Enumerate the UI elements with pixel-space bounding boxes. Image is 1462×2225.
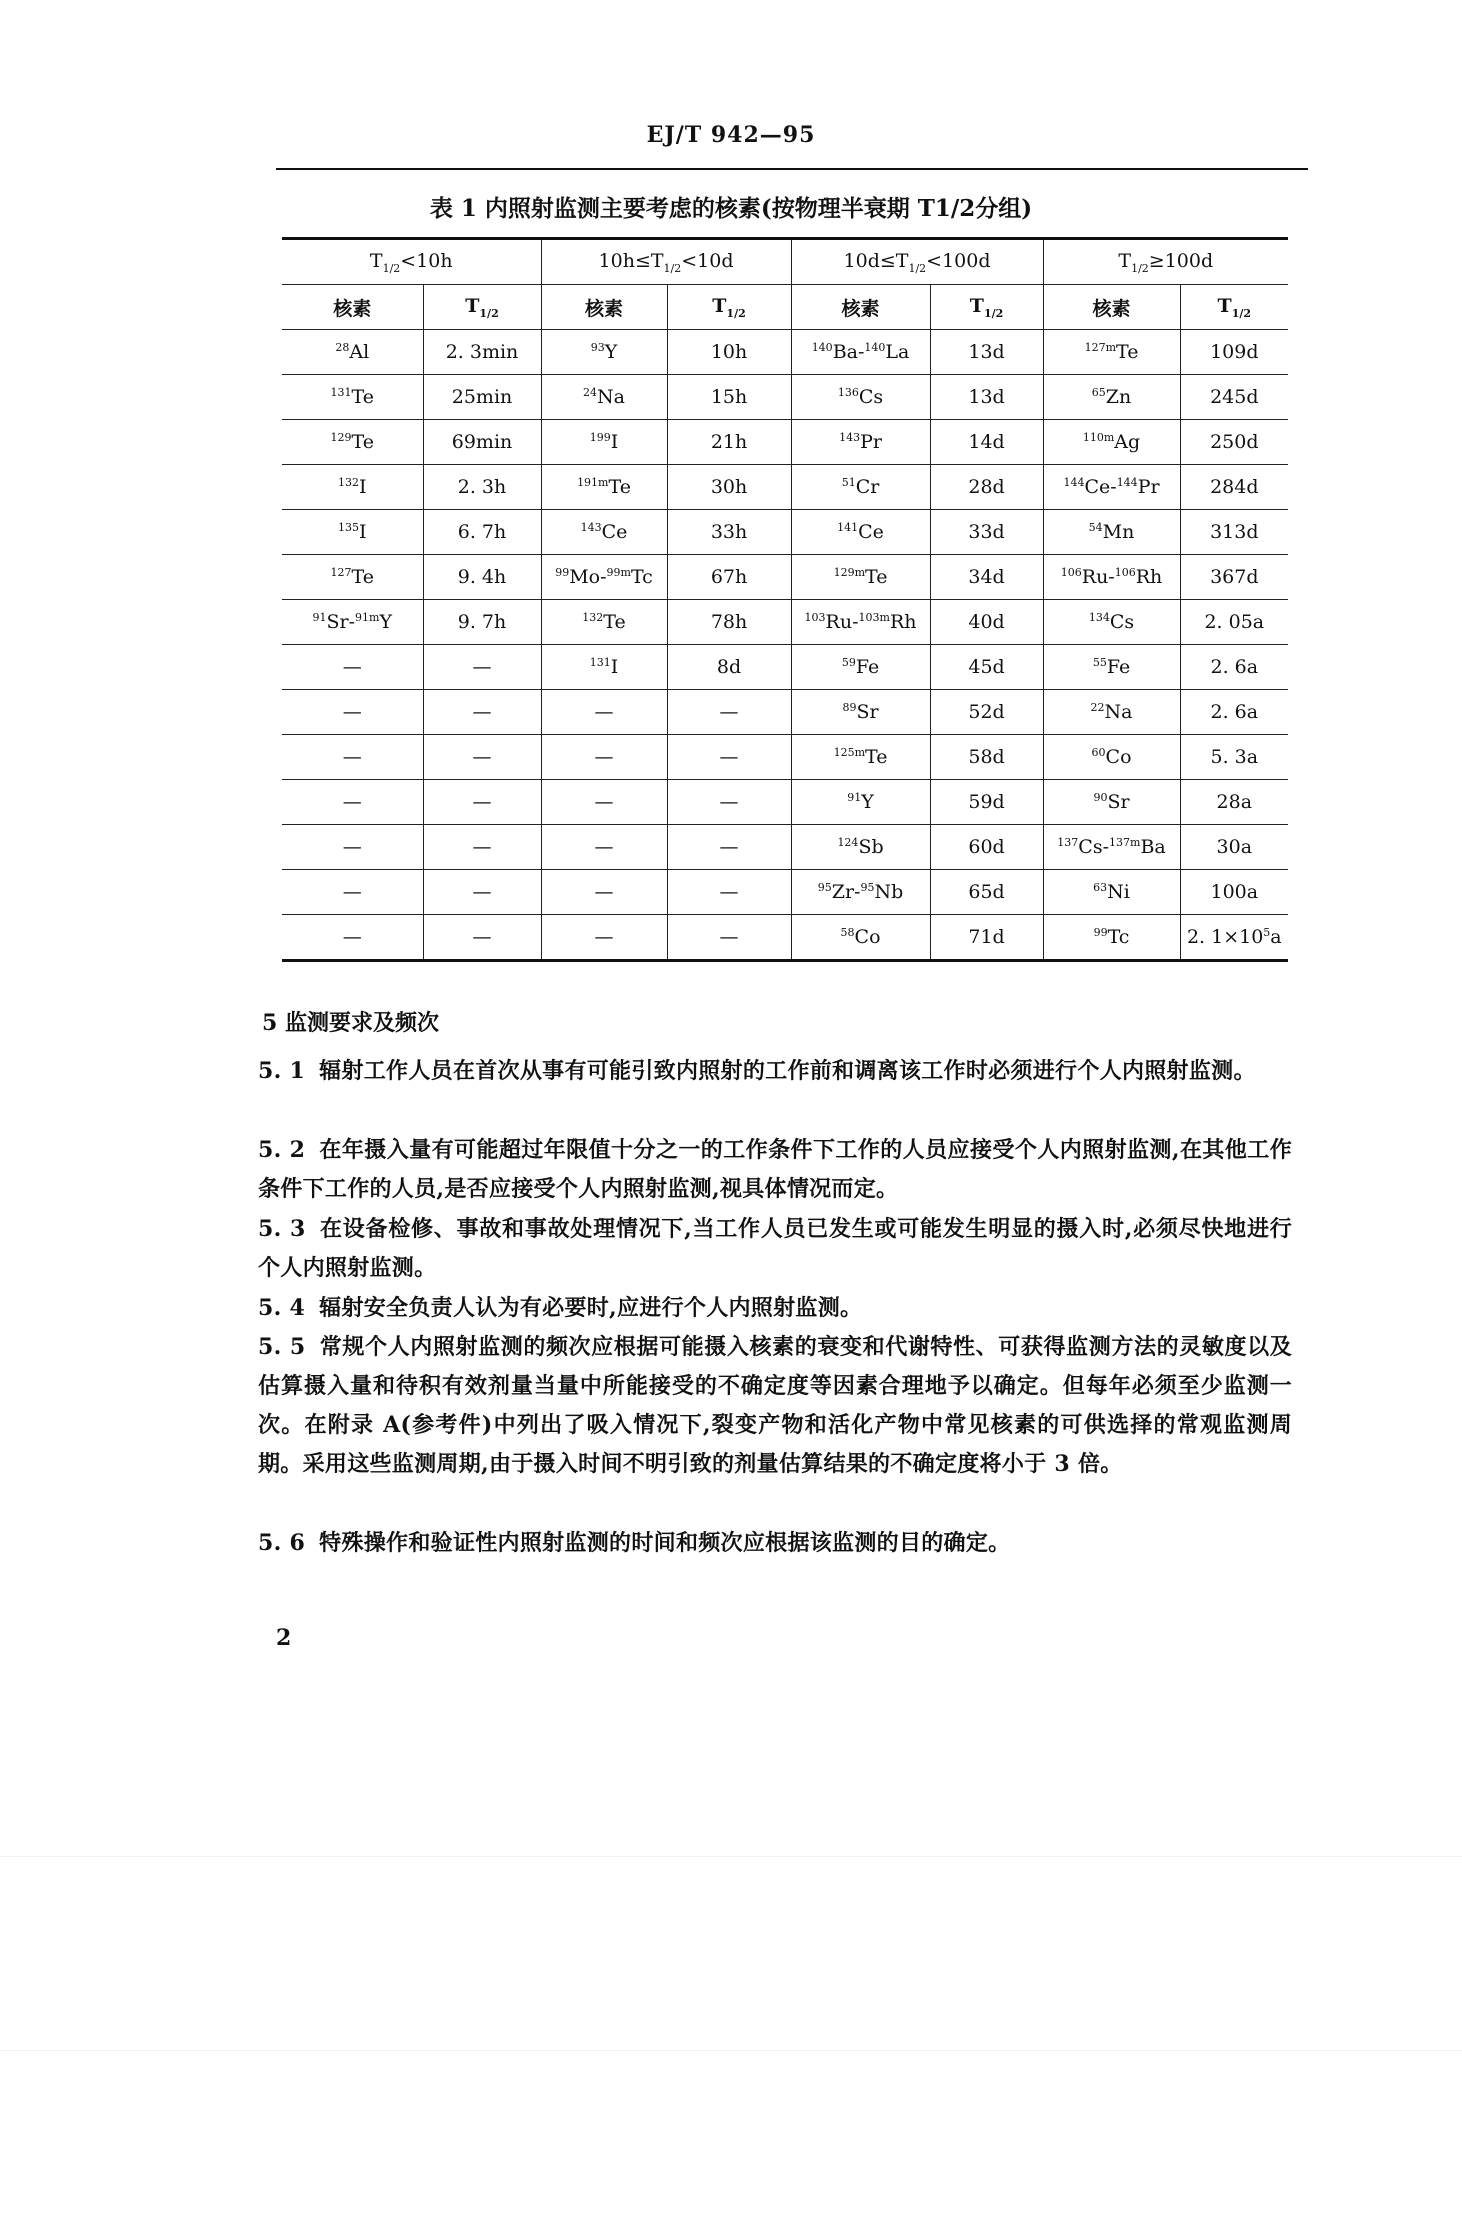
mass-number: 103 (804, 611, 826, 624)
empty-cell: — (282, 780, 423, 825)
subheader-nuclide: 核素 (791, 285, 930, 330)
nuclide-cell (1043, 870, 1180, 915)
nuclide-cell (541, 375, 667, 420)
element-symbol: Cs (858, 386, 884, 408)
paragraph-text: 常规个人内照射监测的频次应根据可能摄入核素的衰变和代谢特性、可获得监测方法的灵敏度以及估算摄入量和待积有效剂量当量中所能接受的不确定度等因素合理地予以确定。但每年必须至少监测一次。在附录 A(参考件)中列出了吸入情况下,裂变产物和活化产物中常见核素的可供选择的常观监测周期。采用这些监测周期,由于摄入时间不明引致的剂量估算结果的不确定度将小于 3 倍。 (258, 1334, 1292, 1477)
nuclide-cell (791, 600, 930, 645)
mass-number: 137m (1109, 836, 1141, 849)
mass-number: 129 (330, 431, 352, 444)
paragraph-5-3 (258, 1210, 1292, 1288)
mass-number: 99 (1093, 926, 1108, 939)
mass-number: 143 (839, 431, 861, 444)
nuclide-table (282, 237, 1288, 962)
half-life-cell: 2. 6a (1180, 690, 1288, 735)
element-symbol: Te (351, 431, 374, 453)
paragraph-text: 在设备检修、事故和事故处理情况下,当工作人员已发生或可能发生明显的摄入时,必须尽快地进行个人内照射监测。 (258, 1216, 1292, 1281)
element-symbol: Ce (601, 521, 628, 543)
paragraph-text: 辐射安全负责人认为有必要时,应进行个人内照射监测。 (319, 1295, 863, 1321)
mass-number: 124 (837, 836, 859, 849)
document-code: EJ/T 942—95 (646, 122, 816, 148)
table-row (282, 510, 1288, 555)
paragraph-5-6 (258, 1524, 1292, 1563)
mass-number: 91 (847, 791, 862, 804)
paragraph-number: 5. 6 (258, 1530, 306, 1556)
nuclide-cell (1043, 735, 1180, 780)
element-symbol: Sr (856, 701, 879, 723)
nuclide-cell (282, 510, 423, 555)
half-life-cell: 52d (930, 690, 1043, 735)
empty-cell: — (667, 690, 791, 735)
paragraph-5-5 (258, 1328, 1292, 1484)
half-life-cell: 5. 3a (1180, 735, 1288, 780)
half-life-cell: 2. 05a (1180, 600, 1288, 645)
element-symbol: I (358, 476, 367, 498)
half-life-cell: 13d (930, 375, 1043, 420)
mass-number: 91m (355, 611, 380, 624)
table-row (282, 645, 1288, 690)
empty-cell: — (282, 915, 423, 961)
table-row (282, 600, 1288, 645)
nuclide-cell (282, 600, 423, 645)
half-life-cell: 45d (930, 645, 1043, 690)
mass-number: 54 (1088, 521, 1103, 534)
empty-cell: — (667, 915, 791, 961)
nuclide-cell (791, 735, 930, 780)
mass-number: 99m (606, 566, 631, 579)
mass-number: 106 (1114, 566, 1136, 579)
element-symbol: Te (351, 386, 374, 408)
mass-number: 63 (1093, 881, 1108, 894)
element-symbol: Y (604, 341, 618, 363)
nuclide-cell (541, 420, 667, 465)
element-symbol: Ag (1114, 431, 1141, 453)
mass-number: 129m (833, 566, 866, 579)
nuclide-cell (1043, 510, 1180, 555)
mass-number: 143 (580, 521, 602, 534)
element-symbol: Fe (855, 656, 880, 678)
element-symbol: Nb (874, 881, 904, 903)
mass-number: 93 (590, 341, 605, 354)
paragraph-number: 5. 5 (258, 1334, 306, 1360)
empty-cell: — (282, 735, 423, 780)
nuclide-cell (282, 465, 423, 510)
half-life-cell: 2. 3min (423, 330, 541, 375)
nuclide-cell (282, 420, 423, 465)
nuclide-cell (282, 330, 423, 375)
paragraph-text: 辐射工作人员在首次从事有可能引致内照射的工作前和调离该工作时必须进行个人内照射监测。 (319, 1058, 1256, 1084)
nuclide-cell (791, 825, 930, 870)
element-symbol: Rh (889, 611, 917, 633)
element-symbol: Tc (1107, 926, 1130, 948)
nuclide-cell (791, 690, 930, 735)
mass-number: 99 (555, 566, 570, 579)
nuclide-cell (791, 510, 930, 555)
element-symbol: Rh (1135, 566, 1163, 588)
subheader-half-life: $T_{1/2}$ (667, 285, 791, 330)
element-symbol: Cs (1109, 611, 1135, 633)
mass-number: 24 (583, 386, 598, 399)
nuclide-cell (541, 465, 667, 510)
element-symbol: Mn (1102, 521, 1135, 543)
empty-cell: — (541, 690, 667, 735)
half-life-cell: 33h (667, 510, 791, 555)
nuclide-cell (1043, 330, 1180, 375)
mass-number: 136 (837, 386, 859, 399)
half-life-cell: 8d (667, 645, 791, 690)
mass-number: 140 (864, 341, 886, 354)
element-symbol: Ba (1140, 836, 1166, 858)
half-life-cell: 65d (930, 870, 1043, 915)
nuclide-cell (1043, 465, 1180, 510)
element-symbol: Na (1104, 701, 1133, 723)
empty-cell: — (541, 780, 667, 825)
empty-cell: — (423, 915, 541, 961)
element-symbol: Y (861, 791, 874, 813)
mass-number: 95 (860, 881, 875, 894)
element-symbol: Fe (1106, 656, 1131, 678)
empty-cell: — (282, 870, 423, 915)
nuclide-cell (1043, 825, 1180, 870)
mass-number: 131 (589, 656, 611, 669)
value-exponent: 5 (1263, 926, 1271, 939)
empty-cell: — (667, 870, 791, 915)
nuclide-cell (791, 420, 930, 465)
element-symbol: Ru- (825, 611, 859, 633)
mass-number: 58 (840, 926, 855, 939)
nuclide-cell (1043, 780, 1180, 825)
empty-cell: — (423, 825, 541, 870)
mass-number: 60 (1091, 746, 1106, 759)
nuclide-cell (791, 870, 930, 915)
element-symbol: Pr (860, 431, 882, 453)
mass-number: 110m (1082, 431, 1115, 444)
group-header-3: $10d\le T_{1/2}<100d$ (791, 239, 1043, 285)
half-life-cell: 60d (930, 825, 1043, 870)
paragraph-number: 5. 3 (258, 1216, 306, 1242)
value-unit: a (1270, 926, 1282, 948)
element-symbol: Y (379, 611, 392, 633)
mass-number: 135 (337, 521, 359, 534)
mass-number: 144 (1116, 476, 1138, 489)
half-life-cell: 100a (1180, 870, 1288, 915)
half-life-cell: 28a (1180, 780, 1288, 825)
element-symbol: I (610, 656, 619, 678)
empty-cell: — (423, 780, 541, 825)
mass-number: 106 (1060, 566, 1082, 579)
nuclide-cell (541, 555, 667, 600)
section-title: 5 监测要求及频次 (262, 1010, 439, 1036)
mass-number: 140 (811, 341, 833, 354)
element-symbol: I (358, 521, 367, 543)
half-life-cell: 6. 7h (423, 510, 541, 555)
nuclide-cell (1043, 420, 1180, 465)
mass-number: 65 (1091, 386, 1106, 399)
paragraph-text: 特殊操作和验证性内照射监测的时间和频次应根据该监测的目的确定。 (319, 1530, 1011, 1556)
half-life-cell: 67h (667, 555, 791, 600)
half-life-cell: 9. 4h (423, 555, 541, 600)
empty-cell: — (541, 825, 667, 870)
half-life-cell: 59d (930, 780, 1043, 825)
subheader-half-life: $T_{1/2}$ (423, 285, 541, 330)
empty-cell: — (282, 690, 423, 735)
mass-number: 89 (842, 701, 857, 714)
half-life-cell: 58d (930, 735, 1043, 780)
paragraph-5-1 (258, 1052, 1292, 1091)
element-symbol: Cr (855, 476, 880, 498)
element-symbol: Te (865, 746, 888, 768)
table-caption: 表 1 内照射监测主要考虑的核素(按物理半衰期 T1/2分组) (429, 195, 1033, 222)
half-life-cell: 10h (667, 330, 791, 375)
mass-number: 28 (335, 341, 350, 354)
half-life-cell: 13d (930, 330, 1043, 375)
element-symbol: La (885, 341, 910, 363)
half-life-cell: 30h (667, 465, 791, 510)
mass-number: 199 (589, 431, 611, 444)
subheader-nuclide: 核素 (282, 285, 423, 330)
nuclide-cell (791, 645, 930, 690)
mass-number: 91 (312, 611, 327, 624)
mass-number: 95 (817, 881, 832, 894)
element-symbol: Co (854, 926, 881, 948)
nuclide-cell (791, 780, 930, 825)
half-life-cell: 33d (930, 510, 1043, 555)
element-symbol: Na (597, 386, 625, 408)
mass-number: 51 (841, 476, 856, 489)
nuclide-cell (1043, 600, 1180, 645)
mass-number: 137 (1057, 836, 1079, 849)
table-row (282, 465, 1288, 510)
subheader-nuclide: 核素 (541, 285, 667, 330)
mass-number: 141 (837, 521, 859, 534)
element-symbol: Te (608, 476, 631, 498)
half-life-cell (1180, 915, 1288, 961)
element-symbol: Te (865, 566, 888, 588)
mass-number: 134 (1088, 611, 1110, 624)
element-symbol: Al (349, 341, 370, 363)
half-life-cell: 2. 3h (423, 465, 541, 510)
mass-number: 55 (1092, 656, 1107, 669)
element-symbol: Co (1105, 746, 1132, 768)
table-row (282, 825, 1288, 870)
nuclide-cell (791, 330, 930, 375)
header-rule (276, 168, 1308, 170)
subheader-nuclide: 核素 (1043, 285, 1180, 330)
table-row (282, 780, 1288, 825)
mass-number: 103m (858, 611, 890, 624)
mass-number: 59 (841, 656, 856, 669)
element-symbol: Sb (858, 836, 884, 858)
nuclide-cell (541, 600, 667, 645)
subheader-half-life: $T_{1/2}$ (930, 285, 1043, 330)
nuclide-cell (541, 330, 667, 375)
element-symbol: I (610, 431, 619, 453)
empty-cell: — (423, 870, 541, 915)
element-symbol: Te (1116, 341, 1139, 363)
nuclide-cell (791, 915, 930, 961)
nuclide-cell (1043, 690, 1180, 735)
empty-cell: — (282, 645, 423, 690)
half-life-cell: 367d (1180, 555, 1288, 600)
paragraph-number: 5. 4 (258, 1295, 306, 1321)
half-life-cell: 78h (667, 600, 791, 645)
half-life-cell: 109d (1180, 330, 1288, 375)
mass-number: 132 (582, 611, 604, 624)
table-row (282, 555, 1288, 600)
table-row (282, 870, 1288, 915)
mass-number: 131 (330, 386, 352, 399)
half-life-cell: 313d (1180, 510, 1288, 555)
half-life-cell: 30a (1180, 825, 1288, 870)
mass-number: 127 (330, 566, 352, 579)
half-life-cell: 15h (667, 375, 791, 420)
empty-cell: — (667, 780, 791, 825)
empty-cell: — (423, 645, 541, 690)
table-row (282, 420, 1288, 465)
half-life-cell: 2. 6a (1180, 645, 1288, 690)
mass-number: 22 (1090, 701, 1105, 714)
table-row (282, 330, 1288, 375)
element-symbol: Ru- (1081, 566, 1115, 588)
element-symbol: Ce- (1084, 476, 1117, 498)
mass-number: 90 (1093, 791, 1108, 804)
element-symbol: Ni (1107, 881, 1130, 903)
element-symbol: Cs- (1078, 836, 1110, 858)
mass-number: 127m (1084, 341, 1117, 354)
element-symbol: Sr- (326, 611, 356, 633)
group-header-1: $T_{1/2}<10h$ (282, 239, 541, 285)
table-row (282, 735, 1288, 780)
paragraph-5-2 (258, 1131, 1292, 1209)
group-header-2: $10h\le T_{1/2}<10d$ (541, 239, 791, 285)
half-life-cell: 245d (1180, 375, 1288, 420)
empty-cell: — (667, 825, 791, 870)
element-symbol: Zn (1105, 386, 1132, 408)
element-symbol: Tc (630, 566, 653, 588)
empty-cell: — (541, 915, 667, 961)
empty-cell: — (423, 690, 541, 735)
nuclide-cell (791, 375, 930, 420)
mass-number: 132 (337, 476, 359, 489)
half-life-cell: 250d (1180, 420, 1288, 465)
mass-number: 125m (833, 746, 866, 759)
half-life-cell: 284d (1180, 465, 1288, 510)
element-symbol: Pr (1137, 476, 1160, 498)
nuclide-cell (791, 555, 930, 600)
nuclide-cell (282, 375, 423, 420)
nuclide-cell (1043, 915, 1180, 961)
empty-cell: — (541, 735, 667, 780)
half-life-cell: 21h (667, 420, 791, 465)
paragraph-text: 在年摄入量有可能超过年限值十分之一的工作条件下工作的人员应接受个人内照射监测,在其他工作条件下工作的人员,是否应接受个人内照射监测,视具体情况而定。 (258, 1137, 1292, 1202)
element-symbol: Te (351, 566, 374, 588)
table-row (282, 690, 1288, 735)
mass-number: 144 (1063, 476, 1085, 489)
half-life-cell: 69min (423, 420, 541, 465)
table-row (282, 375, 1288, 420)
element-symbol: Ba- (832, 341, 865, 363)
mass-number: 191m (577, 476, 609, 489)
empty-cell: — (541, 870, 667, 915)
element-symbol: Mo- (569, 566, 607, 588)
empty-cell: — (423, 735, 541, 780)
half-life-cell: 34d (930, 555, 1043, 600)
nuclide-cell (541, 510, 667, 555)
half-life-cell: 40d (930, 600, 1043, 645)
table-row (282, 915, 1288, 961)
half-life-cell: 71d (930, 915, 1043, 961)
empty-cell: — (282, 825, 423, 870)
paragraph-number: 5. 2 (258, 1137, 306, 1163)
nuclide-cell (282, 555, 423, 600)
paragraph-number: 5. 1 (258, 1058, 306, 1084)
element-symbol: Te (603, 611, 626, 633)
page-number: 2 (276, 1625, 292, 1651)
group-header-4: $T_{1/2}\ge 100d$ (1043, 239, 1288, 285)
nuclide-cell (1043, 645, 1180, 690)
value-base: 2. 1×10 (1186, 926, 1264, 948)
nuclide-cell (791, 465, 930, 510)
nuclide-cell (1043, 555, 1180, 600)
element-symbol: Ce (858, 521, 884, 543)
nuclide-cell (1043, 375, 1180, 420)
element-symbol: Sr (1107, 791, 1130, 813)
nuclide-cell (541, 645, 667, 690)
subheader-half-life: $T_{1/2}$ (1180, 285, 1288, 330)
empty-cell: — (667, 735, 791, 780)
paragraph-5-4 (258, 1289, 1292, 1328)
element-symbol: Zr- (831, 881, 861, 903)
half-life-cell: 9. 7h (423, 600, 541, 645)
half-life-cell: 14d (930, 420, 1043, 465)
half-life-cell: 25min (423, 375, 541, 420)
half-life-cell: 28d (930, 465, 1043, 510)
